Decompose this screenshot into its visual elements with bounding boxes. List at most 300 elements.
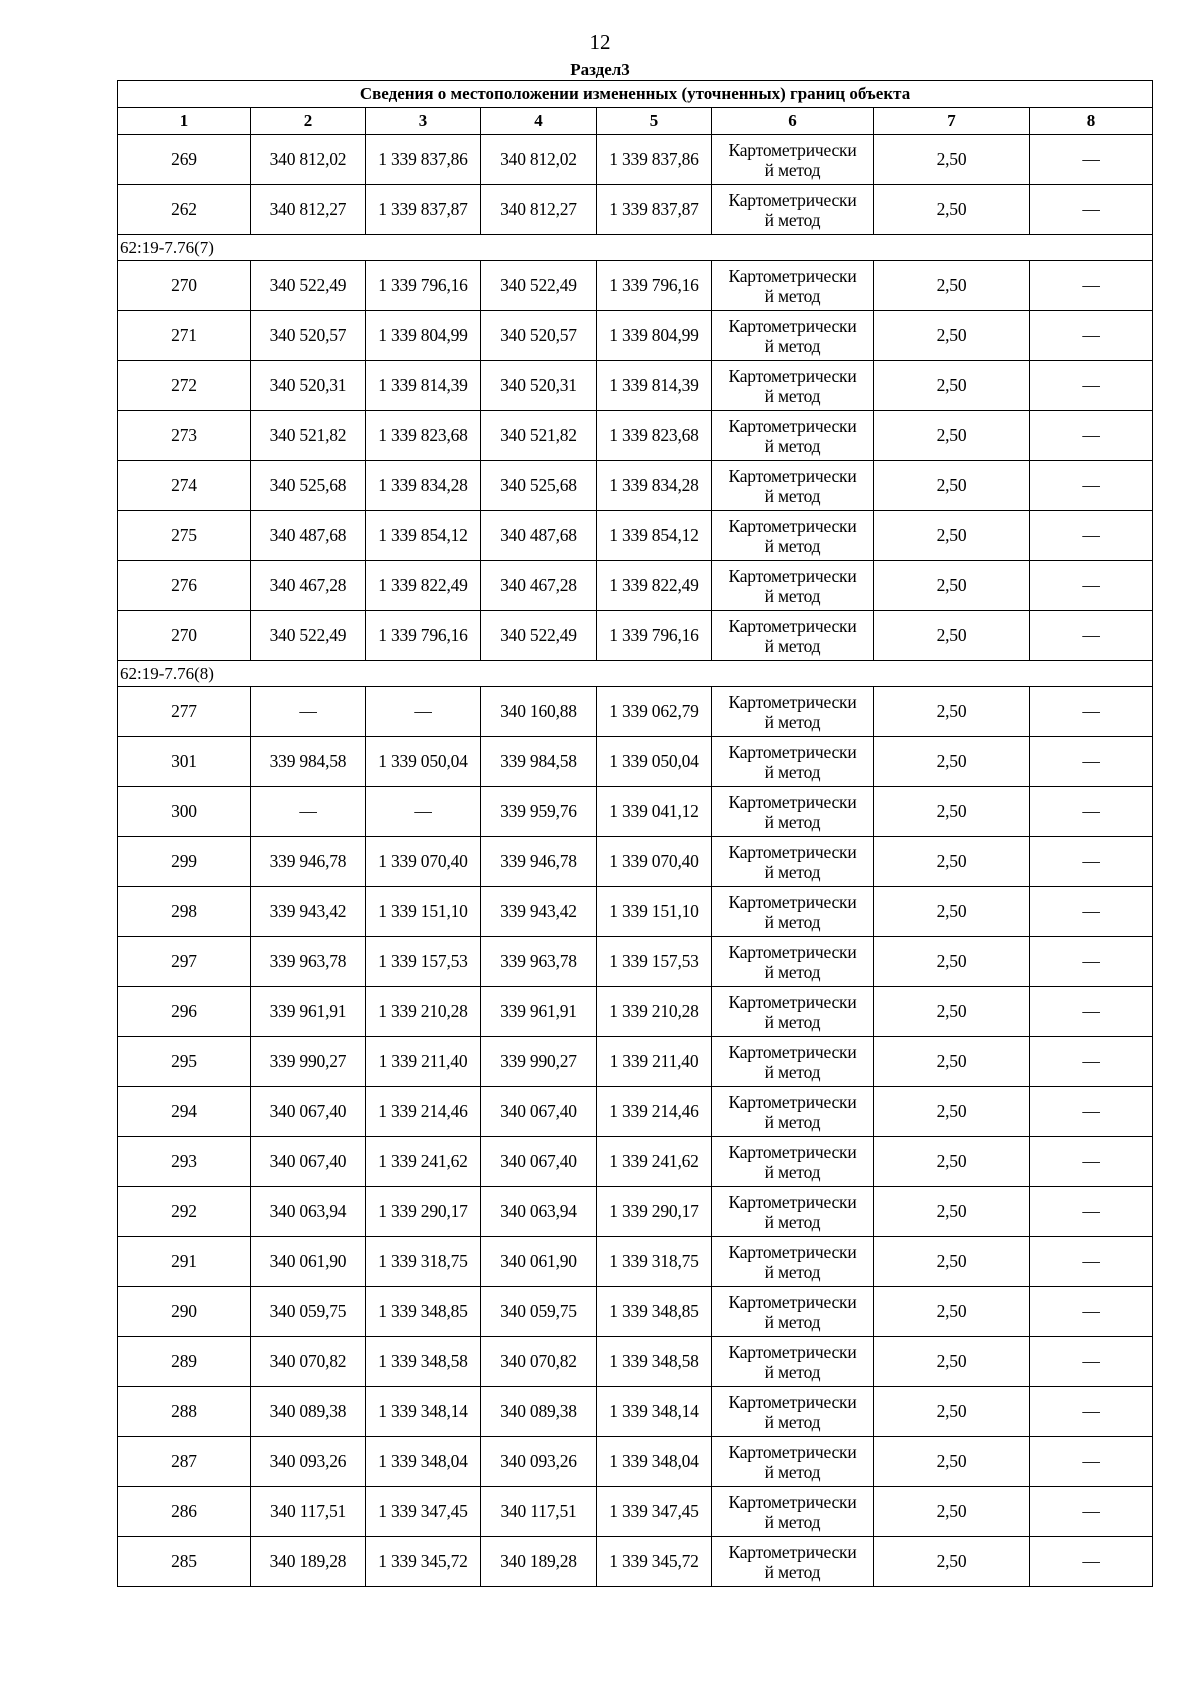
cell-c2: 340 063,94 xyxy=(251,1187,366,1237)
cell-c5: 1 339 854,12 xyxy=(597,511,712,561)
cell-c4: 340 059,75 xyxy=(481,1287,597,1337)
cell-accuracy: 2,50 xyxy=(874,1087,1030,1137)
cell-dash: — xyxy=(1030,561,1153,611)
cell-c1: 301 xyxy=(118,737,251,787)
cell-c3: 1 339 151,10 xyxy=(366,887,481,937)
cell-c1: 291 xyxy=(118,1237,251,1287)
cell-c2: 340 070,82 xyxy=(251,1337,366,1387)
cell-c4: 339 963,78 xyxy=(481,937,597,987)
cell-c2: 340 812,02 xyxy=(251,135,366,185)
cell-c2: 339 963,78 xyxy=(251,937,366,987)
cell-dash: — xyxy=(1030,411,1153,461)
cell-accuracy: 2,50 xyxy=(874,1437,1030,1487)
cell-c4: 340 117,51 xyxy=(481,1487,597,1537)
cell-method xyxy=(712,461,874,511)
table-row xyxy=(118,887,1153,937)
method-line-1: Картометрически xyxy=(728,691,857,712)
cell-dash: — xyxy=(1030,461,1153,511)
table-row xyxy=(118,1437,1153,1487)
table-row xyxy=(118,511,1153,561)
cell-c4: 339 959,76 xyxy=(481,787,597,837)
cell-accuracy: 2,50 xyxy=(874,185,1030,235)
cell-method xyxy=(712,1437,874,1487)
cell-c5: 1 339 157,53 xyxy=(597,937,712,987)
table-body xyxy=(118,135,1153,1587)
cell-c5: 1 339 348,14 xyxy=(597,1387,712,1437)
method-line-1: Картометрически xyxy=(728,1191,857,1212)
column-number: 5 xyxy=(597,108,712,135)
method-line-1: Картометрически xyxy=(728,791,857,812)
cell-c1: 277 xyxy=(118,687,251,737)
cell-c5: 1 339 214,46 xyxy=(597,1087,712,1137)
cell-c1: 294 xyxy=(118,1087,251,1137)
cell-c3: 1 339 348,14 xyxy=(366,1387,481,1437)
cell-c1: 262 xyxy=(118,185,251,235)
cell-method xyxy=(712,837,874,887)
cell-c5: 1 339 796,16 xyxy=(597,611,712,661)
cell-c1: 296 xyxy=(118,987,251,1037)
cell-c2: 340 521,82 xyxy=(251,411,366,461)
cell-method xyxy=(712,1037,874,1087)
cell-c2: 340 522,49 xyxy=(251,611,366,661)
method-line-2: й метод xyxy=(764,1261,821,1282)
table-row xyxy=(118,787,1153,837)
method-line-2: й метод xyxy=(764,1011,821,1032)
cell-c2: 340 059,75 xyxy=(251,1287,366,1337)
cell-c4: 340 467,28 xyxy=(481,561,597,611)
cell-c5: 1 339 041,12 xyxy=(597,787,712,837)
method-line-1: Картометрически xyxy=(728,941,857,962)
cell-c1: 273 xyxy=(118,411,251,461)
table-row xyxy=(118,687,1153,737)
cell-dash: — xyxy=(1030,937,1153,987)
cell-c1: 272 xyxy=(118,361,251,411)
table-row xyxy=(118,937,1153,987)
table-row xyxy=(118,561,1153,611)
cell-c4: 340 093,26 xyxy=(481,1437,597,1487)
cell-c2: 340 487,68 xyxy=(251,511,366,561)
method-line-2: й метод xyxy=(764,335,821,356)
cell-c3: 1 339 854,12 xyxy=(366,511,481,561)
cell-c3: 1 339 290,17 xyxy=(366,1187,481,1237)
cell-c5: 1 339 347,45 xyxy=(597,1487,712,1537)
method-line-1: Картометрически xyxy=(728,465,857,486)
cell-c5: 1 339 796,16 xyxy=(597,261,712,311)
method-line-1: Картометрически xyxy=(728,1441,857,1462)
method-line-2: й метод xyxy=(764,1311,821,1332)
method-line-2: й метод xyxy=(764,811,821,832)
cell-c1: 300 xyxy=(118,787,251,837)
table-row xyxy=(118,1087,1153,1137)
method-line-1: Картометрически xyxy=(728,1491,857,1512)
cell-c3: 1 339 823,68 xyxy=(366,411,481,461)
cell-c3: 1 339 348,58 xyxy=(366,1337,481,1387)
cell-c2: 340 467,28 xyxy=(251,561,366,611)
method-line-2: й метод xyxy=(764,535,821,556)
method-line-1: Картометрически xyxy=(728,1141,857,1162)
method-line-1: Картометрически xyxy=(728,1341,857,1362)
cell-method xyxy=(712,1187,874,1237)
cell-c4: 340 522,49 xyxy=(481,261,597,311)
group-label: 62:19-7.76(7) xyxy=(118,235,1153,261)
cell-dash: — xyxy=(1030,1087,1153,1137)
method-line-2: й метод xyxy=(764,435,821,456)
cell-c1: 298 xyxy=(118,887,251,937)
cell-method xyxy=(712,737,874,787)
cell-c3: — xyxy=(366,787,481,837)
method-line-1: Картометрически xyxy=(728,741,857,762)
cell-dash: — xyxy=(1030,135,1153,185)
group-label: 62:19-7.76(8) xyxy=(118,661,1153,687)
method-line-2: й метод xyxy=(764,635,821,656)
cell-c2: 339 984,58 xyxy=(251,737,366,787)
cell-method xyxy=(712,1237,874,1287)
cell-method xyxy=(712,1537,874,1587)
cell-accuracy: 2,50 xyxy=(874,737,1030,787)
cell-c3: 1 339 070,40 xyxy=(366,837,481,887)
cell-dash: — xyxy=(1030,1487,1153,1537)
cell-method xyxy=(712,311,874,361)
cell-c4: 340 160,88 xyxy=(481,687,597,737)
cell-c3: 1 339 210,28 xyxy=(366,987,481,1037)
cell-method xyxy=(712,411,874,461)
cell-c5: 1 339 070,40 xyxy=(597,837,712,887)
cell-method xyxy=(712,511,874,561)
cell-c1: 269 xyxy=(118,135,251,185)
cell-c3: — xyxy=(366,687,481,737)
cell-c4: 340 070,82 xyxy=(481,1337,597,1387)
cell-dash: — xyxy=(1030,887,1153,937)
table-row xyxy=(118,1387,1153,1437)
table-row xyxy=(118,1537,1153,1587)
cell-method xyxy=(712,1387,874,1437)
cell-accuracy: 2,50 xyxy=(874,1137,1030,1187)
page-number: 12 xyxy=(589,30,611,54)
cell-c2: 340 812,27 xyxy=(251,185,366,235)
cell-c5: 1 339 822,49 xyxy=(597,561,712,611)
cell-method xyxy=(712,687,874,737)
cell-c4: 340 067,40 xyxy=(481,1087,597,1137)
cell-c3: 1 339 318,75 xyxy=(366,1237,481,1287)
cell-c4: 339 984,58 xyxy=(481,737,597,787)
cell-c4: 340 067,40 xyxy=(481,1137,597,1187)
cell-c5: 1 339 345,72 xyxy=(597,1537,712,1587)
cell-dash: — xyxy=(1030,1137,1153,1187)
cell-accuracy: 2,50 xyxy=(874,687,1030,737)
cell-c1: 274 xyxy=(118,461,251,511)
cell-c5: 1 339 834,28 xyxy=(597,461,712,511)
cell-c2: — xyxy=(251,687,366,737)
cell-accuracy: 2,50 xyxy=(874,1237,1030,1287)
column-number: 3 xyxy=(366,108,481,135)
method-line-2: й метод xyxy=(764,1111,821,1132)
method-line-2: й метод xyxy=(764,1461,821,1482)
cell-accuracy: 2,50 xyxy=(874,1187,1030,1237)
cell-c1: 287 xyxy=(118,1437,251,1487)
cell-method xyxy=(712,261,874,311)
cell-c1: 293 xyxy=(118,1137,251,1187)
cell-accuracy: 2,50 xyxy=(874,887,1030,937)
cell-c2: 340 089,38 xyxy=(251,1387,366,1437)
cell-c2: 340 061,90 xyxy=(251,1237,366,1287)
cell-method xyxy=(712,1137,874,1187)
method-line-2: й метод xyxy=(764,285,821,306)
cell-method xyxy=(712,937,874,987)
method-line-1: Картометрически xyxy=(728,841,857,862)
cell-c5: 1 339 837,86 xyxy=(597,135,712,185)
method-line-1: Картометрически xyxy=(728,315,857,336)
method-line-1: Картометрически xyxy=(728,891,857,912)
method-line-1: Картометрически xyxy=(728,139,857,160)
cell-dash: — xyxy=(1030,511,1153,561)
column-number: 2 xyxy=(251,108,366,135)
table-row xyxy=(118,461,1153,511)
cell-c3: 1 339 822,49 xyxy=(366,561,481,611)
cell-c4: 339 990,27 xyxy=(481,1037,597,1087)
cell-method xyxy=(712,1487,874,1537)
cell-c1: 297 xyxy=(118,937,251,987)
cell-c2: 340 525,68 xyxy=(251,461,366,511)
cell-accuracy: 2,50 xyxy=(874,611,1030,661)
cell-c2: 340 520,57 xyxy=(251,311,366,361)
table-row xyxy=(118,1287,1153,1337)
cell-dash: — xyxy=(1030,837,1153,887)
table-row xyxy=(118,1487,1153,1537)
method-line-2: й метод xyxy=(764,159,821,180)
column-number: 6 xyxy=(712,108,874,135)
cell-c2: 340 067,40 xyxy=(251,1087,366,1137)
cell-c5: 1 339 348,04 xyxy=(597,1437,712,1487)
table-row xyxy=(118,1137,1153,1187)
cell-dash: — xyxy=(1030,1537,1153,1587)
cell-c4: 339 961,91 xyxy=(481,987,597,1037)
method-line-1: Картометрически xyxy=(728,1241,857,1262)
cell-c4: 340 487,68 xyxy=(481,511,597,561)
method-line-2: й метод xyxy=(764,861,821,882)
cell-dash: — xyxy=(1030,1387,1153,1437)
table-row xyxy=(118,261,1153,311)
table-row xyxy=(118,1037,1153,1087)
cell-accuracy: 2,50 xyxy=(874,1337,1030,1387)
cell-c2: 340 093,26 xyxy=(251,1437,366,1487)
method-line-2: й метод xyxy=(764,1411,821,1432)
table-row xyxy=(118,311,1153,361)
column-number: 7 xyxy=(874,108,1030,135)
cell-c1: 290 xyxy=(118,1287,251,1337)
method-line-2: й метод xyxy=(764,1211,821,1232)
cell-method xyxy=(712,135,874,185)
cell-accuracy: 2,50 xyxy=(874,311,1030,361)
cell-c5: 1 339 290,17 xyxy=(597,1187,712,1237)
table-row xyxy=(118,361,1153,411)
cell-accuracy: 2,50 xyxy=(874,135,1030,185)
column-number: 4 xyxy=(481,108,597,135)
cell-c4: 339 943,42 xyxy=(481,887,597,937)
cell-c4: 340 189,28 xyxy=(481,1537,597,1587)
method-line-2: й метод xyxy=(764,1361,821,1382)
cell-accuracy: 2,50 xyxy=(874,261,1030,311)
cell-dash: — xyxy=(1030,311,1153,361)
method-line-1: Картометрически xyxy=(728,1391,857,1412)
cell-accuracy: 2,50 xyxy=(874,411,1030,461)
cell-c3: 1 339 345,72 xyxy=(366,1537,481,1587)
cell-c5: 1 339 241,62 xyxy=(597,1137,712,1187)
cell-c1: 299 xyxy=(118,837,251,887)
cell-dash: — xyxy=(1030,687,1153,737)
method-line-1: Картометрически xyxy=(728,1541,857,1562)
table-row xyxy=(118,135,1153,185)
method-line-2: й метод xyxy=(764,585,821,606)
method-line-1: Картометрически xyxy=(728,265,857,286)
cell-accuracy: 2,50 xyxy=(874,837,1030,887)
cell-c4: 340 061,90 xyxy=(481,1237,597,1287)
cell-c1: 276 xyxy=(118,561,251,611)
cell-c2: 339 990,27 xyxy=(251,1037,366,1087)
cell-c4: 340 812,02 xyxy=(481,135,597,185)
cell-c2: — xyxy=(251,787,366,837)
table-row xyxy=(118,837,1153,887)
cell-method xyxy=(712,1087,874,1137)
cell-c5: 1 339 151,10 xyxy=(597,887,712,937)
column-number-row xyxy=(118,108,1153,135)
cell-c1: 271 xyxy=(118,311,251,361)
cell-c1: 289 xyxy=(118,1337,251,1387)
cell-method xyxy=(712,561,874,611)
cell-dash: — xyxy=(1030,1437,1153,1487)
cell-c2: 339 961,91 xyxy=(251,987,366,1037)
cell-c3: 1 339 157,53 xyxy=(366,937,481,987)
method-line-2: й метод xyxy=(764,711,821,732)
cell-c1: 292 xyxy=(118,1187,251,1237)
cell-dash: — xyxy=(1030,787,1153,837)
cell-dash: — xyxy=(1030,611,1153,661)
cell-accuracy: 2,50 xyxy=(874,1387,1030,1437)
cell-c5: 1 339 211,40 xyxy=(597,1037,712,1087)
cell-c1: 288 xyxy=(118,1387,251,1437)
method-line-2: й метод xyxy=(764,761,821,782)
method-line-2: й метод xyxy=(764,1561,821,1582)
cell-accuracy: 2,50 xyxy=(874,511,1030,561)
cell-method xyxy=(712,1337,874,1387)
cell-c4: 340 520,31 xyxy=(481,361,597,411)
cell-c3: 1 339 347,45 xyxy=(366,1487,481,1537)
cell-c5: 1 339 348,85 xyxy=(597,1287,712,1337)
table-row xyxy=(118,1187,1153,1237)
cell-accuracy: 2,50 xyxy=(874,1537,1030,1587)
cell-accuracy: 2,50 xyxy=(874,987,1030,1037)
cell-dash: — xyxy=(1030,1237,1153,1287)
cell-c3: 1 339 796,16 xyxy=(366,261,481,311)
cell-c1: 270 xyxy=(118,261,251,311)
group-row xyxy=(118,235,1153,261)
cell-c2: 339 946,78 xyxy=(251,837,366,887)
cell-accuracy: 2,50 xyxy=(874,787,1030,837)
cell-c1: 286 xyxy=(118,1487,251,1537)
table-row xyxy=(118,185,1153,235)
cell-dash: — xyxy=(1030,1037,1153,1087)
method-line-2: й метод xyxy=(764,385,821,406)
cell-c3: 1 339 804,99 xyxy=(366,311,481,361)
method-line-2: й метод xyxy=(764,911,821,932)
cell-c2: 340 522,49 xyxy=(251,261,366,311)
cell-c5: 1 339 050,04 xyxy=(597,737,712,787)
cell-dash: — xyxy=(1030,1337,1153,1387)
cell-c1: 270 xyxy=(118,611,251,661)
cell-c3: 1 339 348,85 xyxy=(366,1287,481,1337)
cell-dash: — xyxy=(1030,737,1153,787)
table-row xyxy=(118,987,1153,1037)
cell-accuracy: 2,50 xyxy=(874,461,1030,511)
cell-c4: 340 812,27 xyxy=(481,185,597,235)
cell-method xyxy=(712,185,874,235)
method-line-1: Картометрически xyxy=(728,565,857,586)
method-line-1: Картометрически xyxy=(728,515,857,536)
cell-c5: 1 339 823,68 xyxy=(597,411,712,461)
cell-c5: 1 339 318,75 xyxy=(597,1237,712,1287)
cell-dash: — xyxy=(1030,361,1153,411)
cell-accuracy: 2,50 xyxy=(874,361,1030,411)
cell-c5: 1 339 804,99 xyxy=(597,311,712,361)
cell-c3: 1 339 211,40 xyxy=(366,1037,481,1087)
method-line-1: Картометрически xyxy=(728,415,857,436)
section-title: Раздел3 xyxy=(570,60,630,79)
cell-accuracy: 2,50 xyxy=(874,937,1030,987)
cell-dash: — xyxy=(1030,1187,1153,1237)
method-line-1: Картометрически xyxy=(728,365,857,386)
table-row xyxy=(118,737,1153,787)
cell-c3: 1 339 050,04 xyxy=(366,737,481,787)
cell-method xyxy=(712,361,874,411)
table-row xyxy=(118,611,1153,661)
table-row xyxy=(118,1237,1153,1287)
method-line-1: Картометрически xyxy=(728,1291,857,1312)
column-number: 1 xyxy=(118,108,251,135)
table-row xyxy=(118,411,1153,461)
method-line-2: й метод xyxy=(764,961,821,982)
method-line-1: Картометрически xyxy=(728,1091,857,1112)
cell-method xyxy=(712,787,874,837)
cell-accuracy: 2,50 xyxy=(874,1287,1030,1337)
group-row xyxy=(118,661,1153,687)
cell-c3: 1 339 837,86 xyxy=(366,135,481,185)
cell-c4: 340 525,68 xyxy=(481,461,597,511)
method-line-1: Картометрически xyxy=(728,1041,857,1062)
cell-c3: 1 339 214,46 xyxy=(366,1087,481,1137)
cell-c4: 340 089,38 xyxy=(481,1387,597,1437)
cell-accuracy: 2,50 xyxy=(874,561,1030,611)
cell-c2: 340 067,40 xyxy=(251,1137,366,1187)
method-line-2: й метод xyxy=(764,1061,821,1082)
cell-c1: 285 xyxy=(118,1537,251,1587)
method-line-1: Картометрически xyxy=(728,189,857,210)
method-line-2: й метод xyxy=(764,485,821,506)
coordinates-table xyxy=(117,80,1153,1587)
cell-accuracy: 2,50 xyxy=(874,1037,1030,1087)
cell-dash: — xyxy=(1030,185,1153,235)
cell-c3: 1 339 834,28 xyxy=(366,461,481,511)
cell-accuracy: 2,50 xyxy=(874,1487,1030,1537)
cell-c2: 340 520,31 xyxy=(251,361,366,411)
cell-method xyxy=(712,887,874,937)
cell-c5: 1 339 210,28 xyxy=(597,987,712,1037)
cell-c4: 340 520,57 xyxy=(481,311,597,361)
cell-dash: — xyxy=(1030,261,1153,311)
cell-c3: 1 339 814,39 xyxy=(366,361,481,411)
cell-dash: — xyxy=(1030,1287,1153,1337)
cell-c2: 340 117,51 xyxy=(251,1487,366,1537)
cell-dash: — xyxy=(1030,987,1153,1037)
cell-c1: 275 xyxy=(118,511,251,561)
